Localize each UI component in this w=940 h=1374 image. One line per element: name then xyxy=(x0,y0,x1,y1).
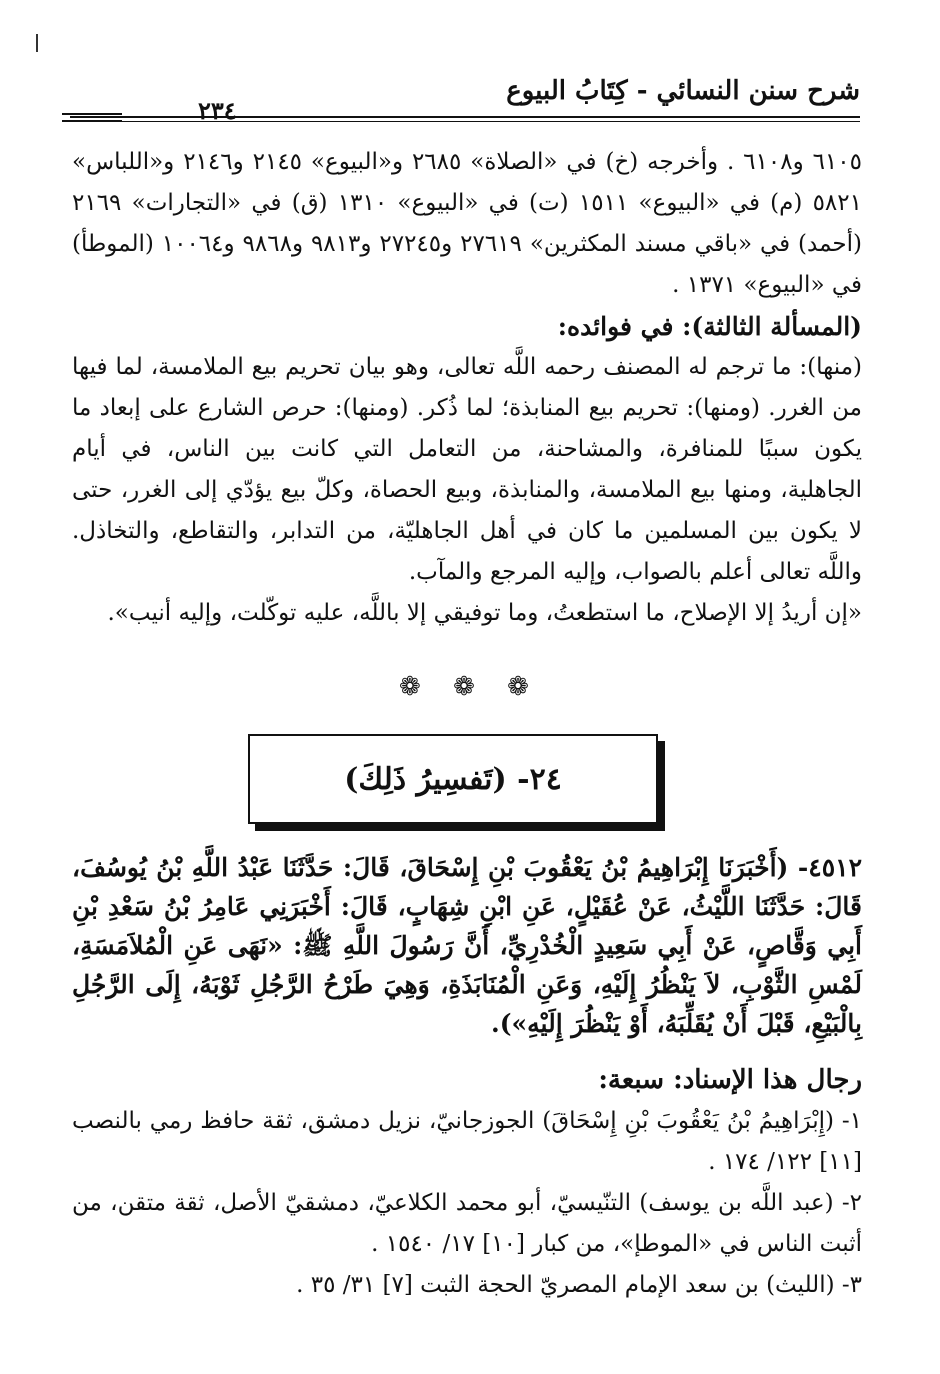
header-rule xyxy=(70,116,860,122)
issue-heading: (المسألة الثالثة): في فوائده: xyxy=(557,312,862,341)
header-rule-short xyxy=(62,113,122,115)
page-header xyxy=(70,76,860,126)
header-rule-short xyxy=(62,120,122,122)
closing-quote: «إن أريدُ إلا الإصلاح، ما استطعتُ، وما توفيقي إلا باللَّه، عليه توكّلت، وإليه أنيب». xyxy=(107,600,862,626)
narrators-section xyxy=(72,1060,862,1306)
narrators-heading: رجال هذا الإسناد: سبعة: xyxy=(598,1065,862,1095)
margin-mark xyxy=(36,34,38,52)
commentary-section xyxy=(72,142,862,634)
hadith-text: ٤٥١٢- (أَخْبَرَنَا إِبْرَاهِيمُ بْنُ يَعْقُوبَ بْنِ إِسْحَاقَ، قَالَ: حَدَّثَنَا عَبْدُ اللَّهِ بْنُ يُوسُفَ، قَالَ: حَدَّثَنَا اللَّيْثُ، عَنْ عُقَيْلٍ، عَنِ ابْنِ شِهَابٍ، قَالَ: أَخْبَرَنِي عَامِرُ بْنُ سَعْدِ بْنِ أَبِي وَقَّاصٍ، عَنْ أَبِي سَعِيدٍ الْخُدْرِيِّ، أَنَّ رَسُولَ اللَّهِ ﷺ: «نَهَى عَنِ الْمُلاَمَسَةِ، لَمْسِ الثَّوْبِ، لاَ يَنْظُرُ إِلَيْهِ، وَعَنِ الْمُنَابَذَةِ، وَهِيَ طَرْحُ الرَّجُلِ ثَوْبَهُ، إِلَى الرَّجُلِ بِالْبَيْعِ، قَبْلَ أَنْ يُقَلِّبَهُ، أَوْ يَنْظُرَ إِلَيْهِ»). xyxy=(72,853,862,1038)
running-title: شرح سنن النسائي - كِتَابُ البيوع xyxy=(506,76,860,106)
chapter-title: ٢٤- (تَفسِيرُ ذَلِكَ) xyxy=(344,761,562,797)
section-separator: ❁ ❁ ❁ xyxy=(399,672,541,702)
references-paragraph: ٦١٠٥ و٦١٠٨ . وأخرجه (خ) في «الصلاة» ٢٦٨٥ و«البيوع» ٢١٤٥ و٢١٤٦ و«اللباس» ٥٨٢١ (م) في «البيوع» ١٥١١ (ت) في «البيوع» ١٣١٠ (ق) في «التجارات» ٢١٦٩ (أحمد) في «باقي مسند المكثرين» ٢٧٦١٩ و٢٧٢٤٥ و٩٨١٣ و٩٨٦٨ و١٠٠٦٤ (الموطأ) في «البيوع» ١٣٧١ . xyxy=(72,149,862,298)
chapter-title-box xyxy=(248,734,658,824)
benefits-paragraph: (منها): ما ترجم له المصنف رحمه اللَّه تعالى، وهو بيان تحريم بيع الملامسة، لما فيها من الغرر. (ومنها): تحريم بيع المنابذة؛ لما ذُكر. (ومنها): حرص الشارع على إبعاد ما يكون سببًا للمنافرة، والمشاحنة، من التعامل التي كانت بين الناس، في أيام الجاهلية، ومنها بيع الملامسة، والمنابذة، وبيع الحصاة، وكلّ بيع يؤدّي إلى الغرر، حتى لا يكون بين المسلمين ما كان في أهل الجاهليّة، من التدابر، والتقاطع، والتخاذل. واللَّه تعالى أعلم بالصواب، وإليه المرجع والمآب. xyxy=(72,354,862,585)
narrator-item: ٢- (عبد اللَّه بن يوسف) التنّيسيّ، أبو محمد الكلاعيّ، دمشقيّ الأصل، ثقة متقن، من أثبت الناس في «الموطإ»، من كبار [١٠] ١٧/ ١٥٤٠ . xyxy=(72,1190,862,1257)
narrator-item: ٣- (الليث) بن سعد الإمام المصريّ الحجة الثبت [٧] ٣١/ ٣٥ . xyxy=(296,1272,862,1298)
narrator-item: ١- (إِبْرَاهِيمُ بْنُ يَعْقُوبَ بْنِ إِسْحَاقَ) الجوزجانيّ، نزيل دمشق، ثقة حافظ رمي بالنصب [١١] ١٢٢/ ١٧٤ . xyxy=(72,1108,862,1175)
page-number: ٢٣٤ xyxy=(198,96,237,125)
hadith-section xyxy=(72,848,862,1043)
